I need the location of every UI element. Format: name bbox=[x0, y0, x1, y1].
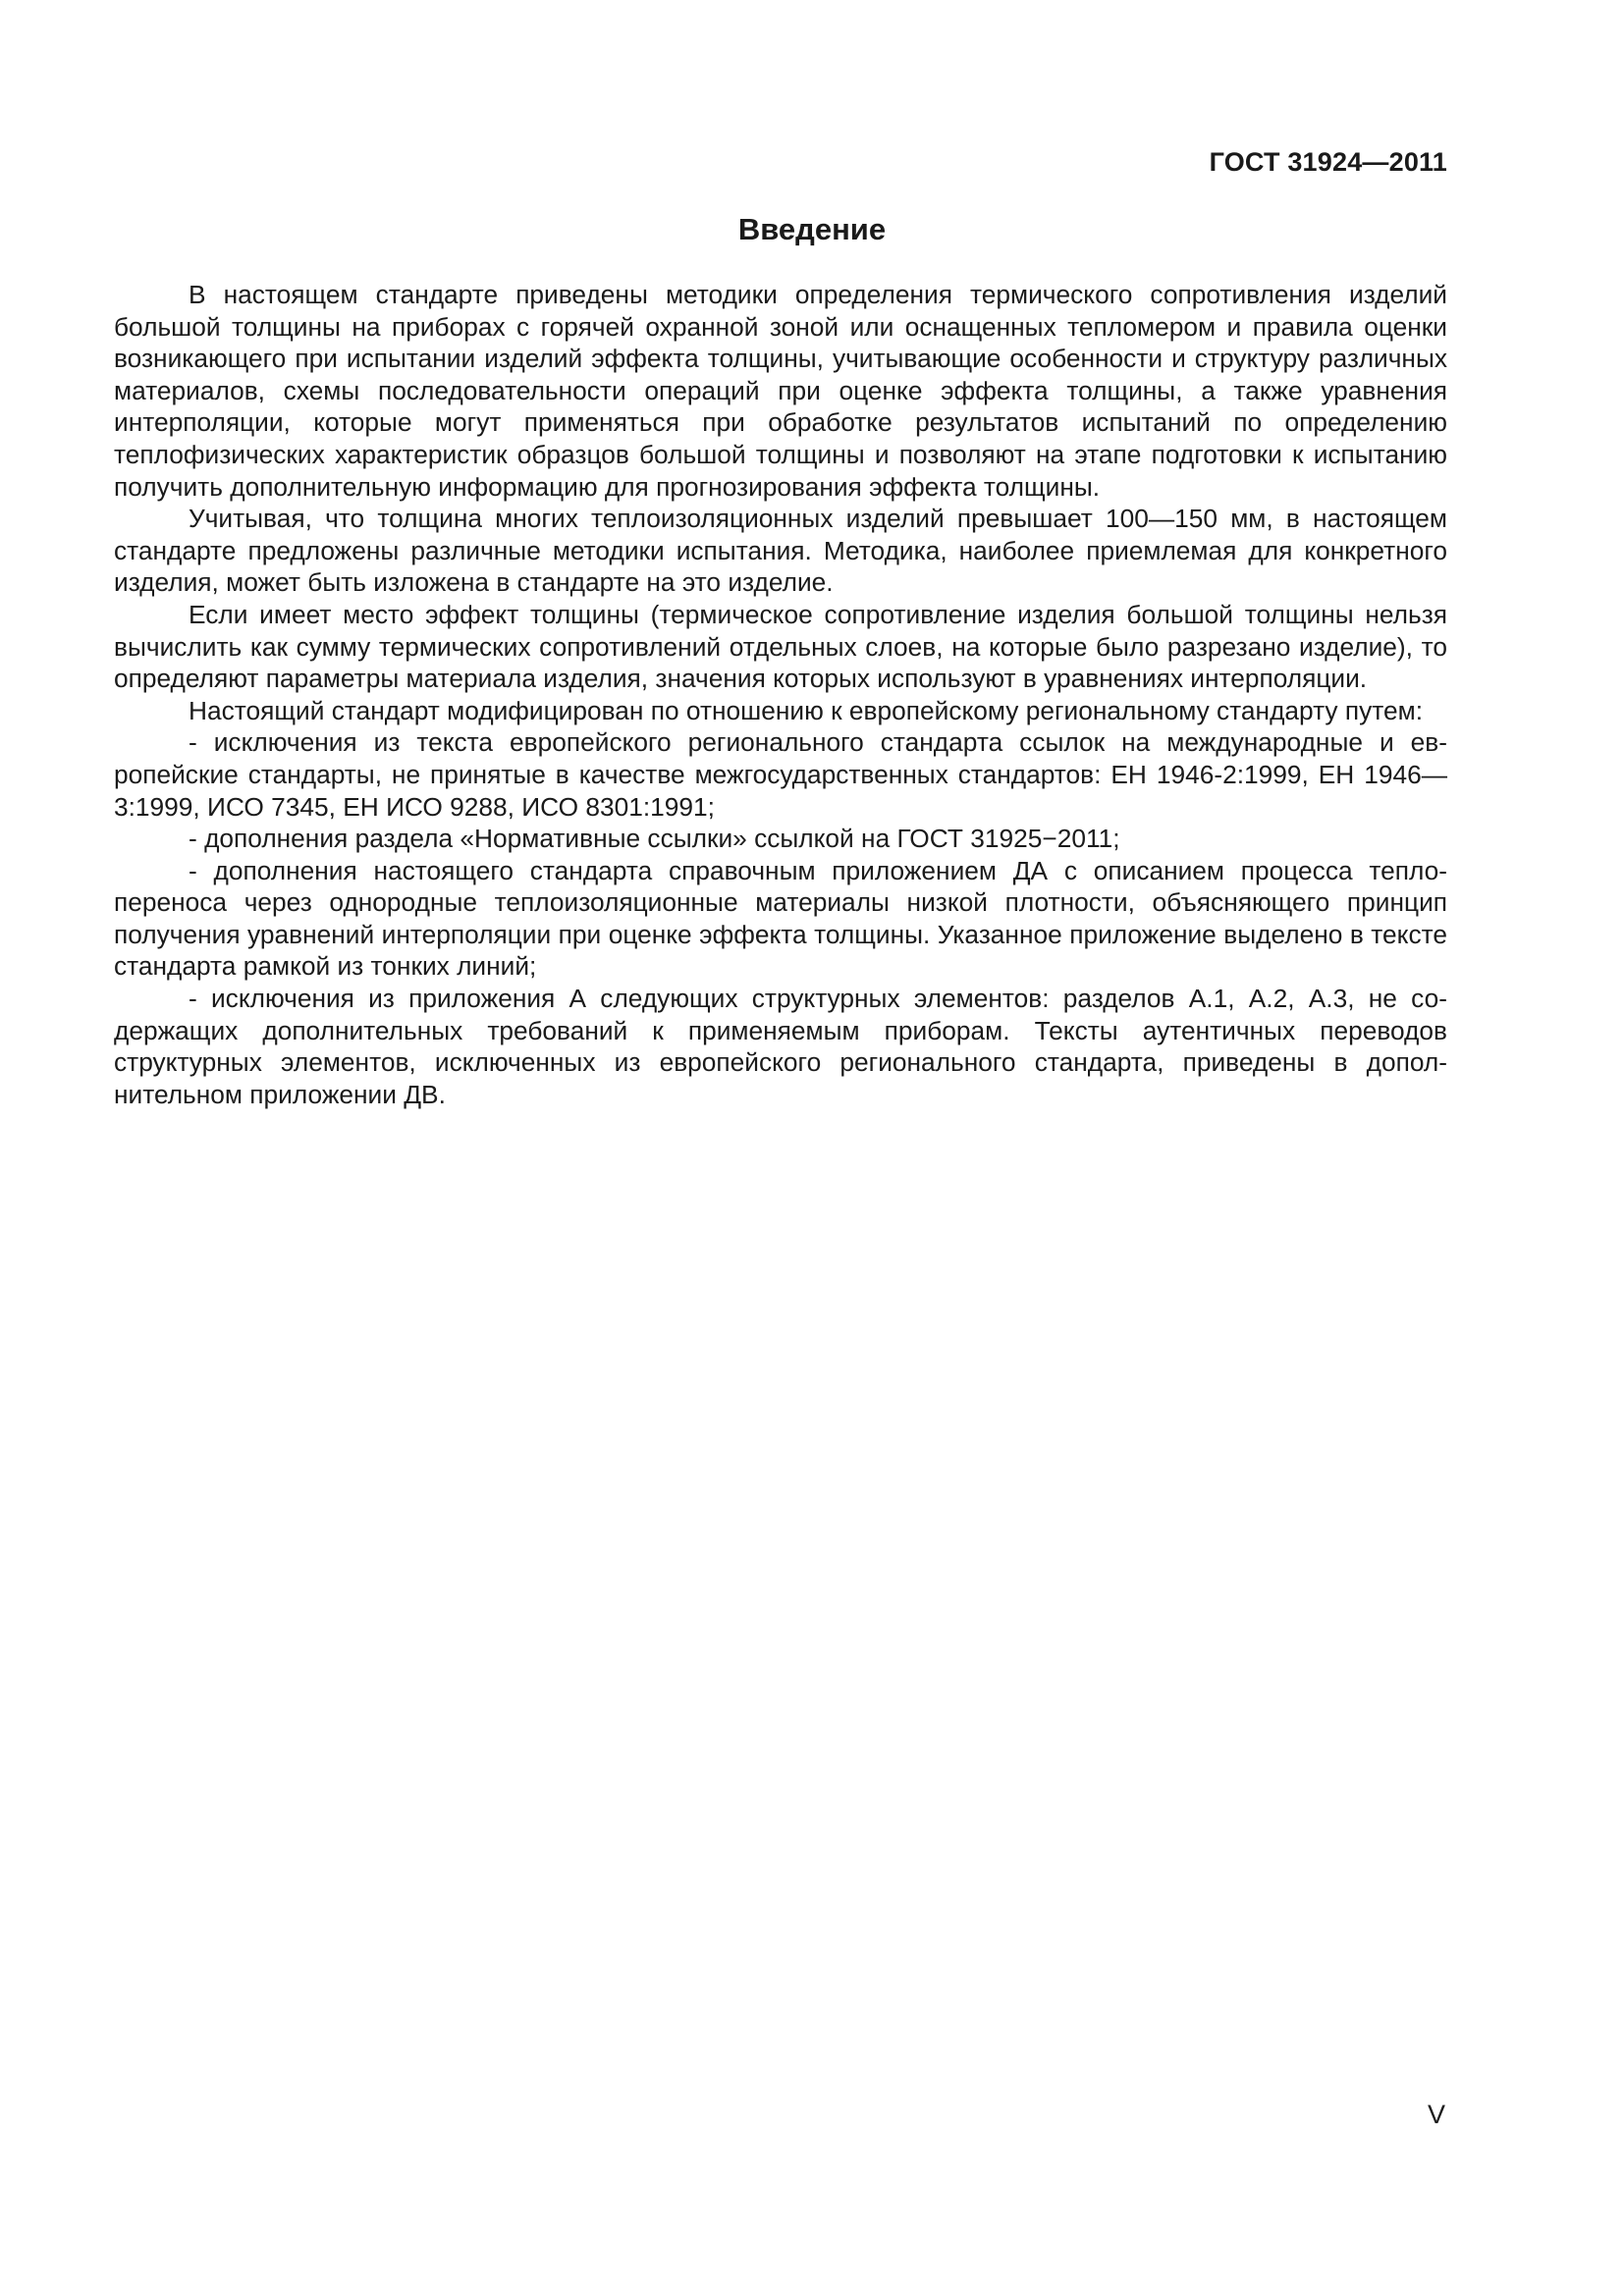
body-text bbox=[114, 279, 1447, 1110]
list-item-appendix-da: - дополнения настоящего стандарта справочным приложением ДА с описанием процесса теплопереноса через однородные теплоизоляционные материалы низкой плотности, объясняющего принцип получения уравнений интерполяции при оценке эффекта толщины. Указанное приложение выделено в тексте стандарта рамкой из тонких линий; bbox=[114, 855, 1447, 982]
list-item-normative-references: - дополнения раздела «Нормативные ссылки» ссылкой на ГОСТ 31925−2011; bbox=[189, 824, 1120, 854]
document-code: ГОСТ 31924—2011 bbox=[1209, 147, 1447, 177]
paragraph-intro: В настоящем стандарте приведены методики определения термического сопротивления изделий большой толщины на приборах с горячей охранной зоной или оснащенных тепломером и правила оценки возникающего при испытании изделий эффекта толщины, учитывающие особенности и структуру различных материалов, схемы последовательности операций при оценке эффекта толщины, а также уравнения интерполяции, которые могут применяться при обработке результатов испытаний по определению теплофизических характеристик образцов большой толщины и позволяют на этапе подготовки к испытанию получить дополнительную информацию для прогнозирования эффекта толщины. bbox=[114, 280, 1447, 502]
paragraph-thickness: Учитывая, что толщина многих теплоизоляционных изделий превышает 100—150 мм, в настоящем стандарте предложены различные методики испытания. Методика, наиболее приемлемая для конкретного изделия, может быть изложена в стандарте на это изделие. bbox=[114, 504, 1447, 598]
list-item-exclusion-references: - исключения из текста европейского регионального стандарта ссылок на международные и европейские стандарты, не принятые в качестве межгосударственных стандартов: ЕН 1946-2:1999, ЕН 1946—3:1999, ИСО 7345, ЕН ИСО 9288, ИСО 8301:1991; bbox=[114, 727, 1447, 822]
page-number: V bbox=[1427, 2100, 1445, 2129]
section-title: Введение bbox=[737, 212, 887, 246]
paragraph-thickness-effect: Если имеет место эффект толщины (термическое сопротивление изделия большой толщины нельзя вычислить как сумму термических сопротивлений отдельных слоев, на которые было разрезано изделие), то определяют параметры материала изделия, значения которых используют в уравнениях интерполяции. bbox=[114, 599, 1447, 694]
list-item-appendix-a-exclusion: - исключения из приложения А следующих структурных элементов: разделов А.1, А.2, А.3, не содержащих дополнительных требований к применяемым приборам. Тексты аутентичных переводов структурных элементов, исключенных из европейского регионального стандарта, приведены в дополнительном приложении ДВ. bbox=[114, 984, 1447, 1109]
paragraph-modification: Настоящий стандарт модифицирован по отношению к европейскому региональному стандарту путем: bbox=[189, 695, 1424, 725]
